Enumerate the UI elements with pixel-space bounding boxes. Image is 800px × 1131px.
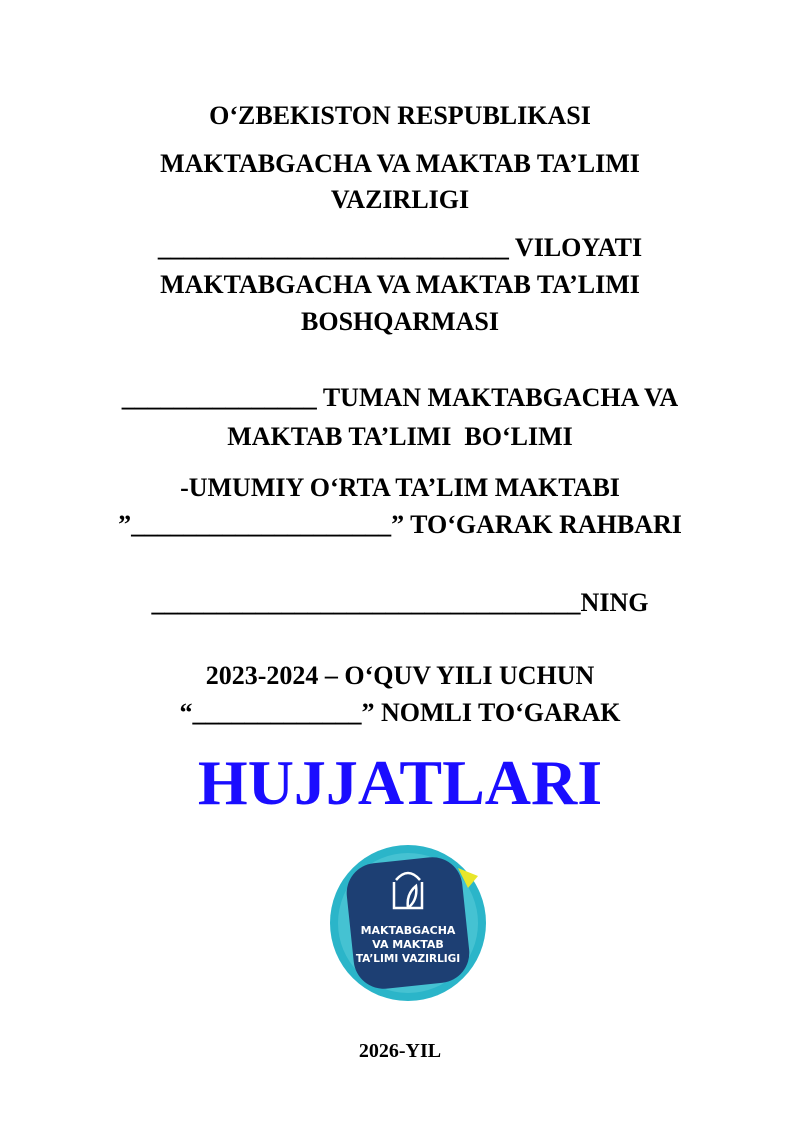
logo-text-1: MAKTABGACHA <box>360 924 456 937</box>
header-line-6: BOSHQARMASI <box>301 307 499 336</box>
document-title: HUJJATLARI <box>197 747 603 818</box>
header-line-8: MAKTAB TA’LIMI BO‘LIMI <box>227 422 573 451</box>
header-line-5: MAKTABGACHA VA MAKTAB TA’LIMI <box>160 270 640 299</box>
ministry-logo <box>328 828 488 1013</box>
header-line-2: MAKTABGACHA VA MAKTAB TA’LIMI <box>160 149 640 178</box>
footer-year: 2026-YIL <box>358 1040 442 1062</box>
logo-text-2: VA MAKTAB <box>372 938 444 951</box>
header-line-1: O‘ZBEKISTON RESPUBLIKASI <box>209 101 591 130</box>
header-line-10: ”____________________” TO‘GARAK RAHBARI <box>118 510 682 539</box>
header-line-3: VAZIRLIGI <box>330 185 470 214</box>
header-line-12: 2023-2024 – O‘QUV YILI UCHUN <box>205 661 595 690</box>
logo-text-3: TA’LIMI VAZIRLIGI <box>355 953 461 965</box>
header-line-9: -UMUMIY O‘RTA TA’LIM MAKTABI <box>180 473 620 502</box>
header-line-13: “_____________” NOMLI TO‘GARAK <box>179 698 621 727</box>
header-line-7: _______________ TUMAN MAKTABGACHA VA <box>121 383 679 412</box>
header-line-11: _________________________________NING <box>151 588 649 617</box>
header-line-4: ___________________________ VILOYATI <box>157 233 643 262</box>
